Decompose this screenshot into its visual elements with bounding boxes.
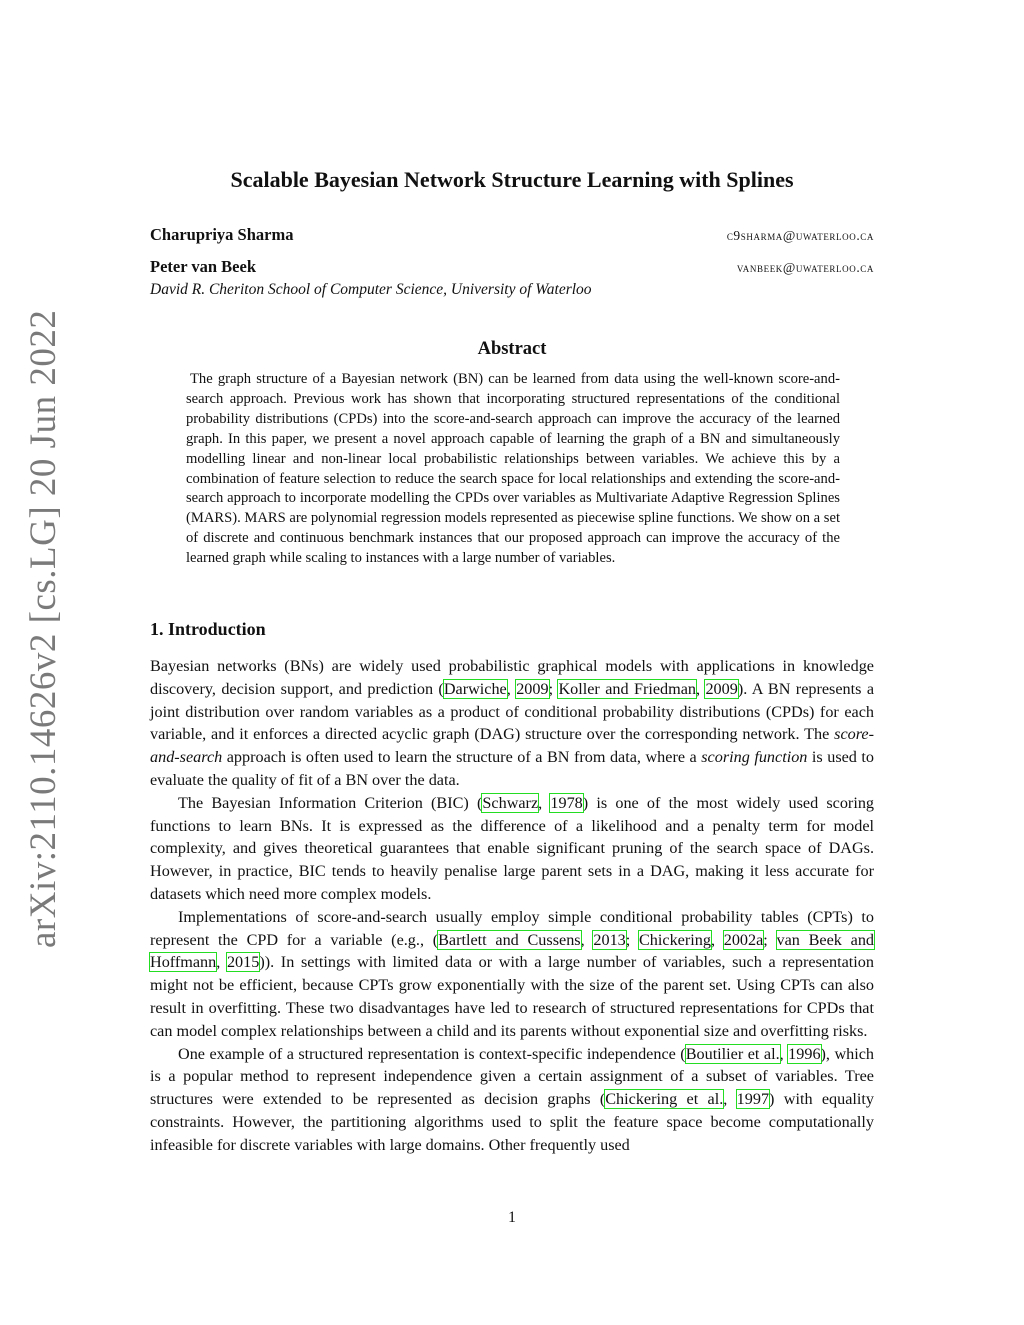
citation-link[interactable]: Chickering <box>639 930 711 949</box>
author-affiliation: David R. Cheriton School of Computer Science, University of Waterloo <box>150 281 592 298</box>
citation-link[interactable]: 2002a <box>723 930 764 949</box>
introduction-body <box>150 655 874 1157</box>
citation-link[interactable]: 1996 <box>788 1044 821 1063</box>
author-row-1 <box>150 225 874 247</box>
text-run: ), which is a popular method to represent independence given a certain assignment of a subset of variables. Tree structures were extended to be represented as decision graphs ( <box>150 1044 875 1109</box>
citation-link[interactable]: 1997 <box>736 1090 770 1109</box>
text-run: approach is often used to learn the structure of a BN from data, where a <box>222 748 702 767</box>
citation-link[interactable]: 2015 <box>226 953 260 972</box>
citation-link[interactable]: Chickering et al. <box>605 1090 724 1109</box>
text-run: )). In settings with limited data or with a large number of variables, such a representation might not be efficient, because CPTs grow exponentially with the size of the parent set. Using CPTs can also result in overfitting. These two disadvantages have led to research of structured representations for CPDs that can model complex relationships between a child and its parents without exponential size and overfitting risks. <box>150 953 874 1040</box>
text-run: Implementations of score-and-search usually employ simple conditional probability tables (CPTs) to represent the CPD for a variable (e.g., ( <box>150 907 874 949</box>
paragraph-3 <box>150 906 874 1043</box>
text-run: , <box>538 793 551 812</box>
text-run: , <box>506 679 517 698</box>
abstract-heading: Abstract <box>477 339 547 359</box>
text-run: , <box>696 679 706 698</box>
text-run: Bayesian networks (BNs) are widely used probabilistic graphical models with applications in knowledge discovery, decision support, and prediction ( <box>150 657 874 698</box>
arxiv-identifier: arXiv:2110.14626v2 [cs.LG] 20 Jun 2022 <box>23 309 64 948</box>
citation-link[interactable]: Darwiche <box>443 679 507 698</box>
text-run: ) with equality constraints. However, the partitioning algorithms used to split the feature space become computationally infeasible for discrete variables with large domains. Other frequently used <box>150 1090 875 1154</box>
text-run: , <box>779 1044 789 1063</box>
citation-link[interactable]: 2009 <box>705 679 738 698</box>
author-email: c9sharma@uwaterloo.ca <box>726 228 874 243</box>
text-run: ; <box>763 930 777 949</box>
page-number: 1 <box>508 1209 516 1226</box>
text-run: , <box>216 953 227 972</box>
text-run: ) is one of the most widely used scoring functions to learn BNs. It is expressed as the difference of a likelihood and a penalty term for model complexity, and gives theoretical guarantees that enable significant pruning of the search space of DAGs. However, in practice, BIC tends to heavily penalise large parent sets in a DAG, making it less accurate for datasets which need more complex models. <box>150 793 875 903</box>
author-name: Charupriya Sharma <box>150 225 294 244</box>
emphasis: score-and-search <box>150 725 874 767</box>
paragraph-1 <box>150 655 874 792</box>
citation-link[interactable]: Boutilier et al. <box>685 1044 780 1063</box>
citation-link[interactable]: 2013 <box>593 930 626 949</box>
text-run: ). A BN represents a joint distribution over random variables as a product of conditional probability distributions (CPDs) for each variable, and it enforces a directed acyclic graph (DAG) structure over the corresponding network. The <box>150 679 875 744</box>
text-run: The Bayesian Information Criterion (BIC) ( <box>178 793 483 812</box>
author-email: vanbeek@uwaterloo.ca <box>736 260 874 275</box>
citation-link[interactable]: van Beek and Hoffmann <box>150 930 875 972</box>
text-run: , <box>723 1090 737 1109</box>
citation-link[interactable]: Bartlett and Cussens <box>438 930 581 949</box>
paragraph-2 <box>150 792 874 906</box>
text-run: , <box>580 930 594 949</box>
section-heading-introduction: 1. Introduction <box>150 619 266 639</box>
author-row-2 <box>150 257 874 279</box>
text-run: One example of a structured representation is context-specific independence ( <box>178 1044 686 1063</box>
abstract-text: The graph structure of a Bayesian network (BN) can be learned from data using the well-known score-and-search approach. Previous work has shown that incorporating structured representations of the conditional probability distributions (CPDs) into the score-and-search approach can improve the accuracy of the learned graph. In this paper, we present a novel approach capable of learning the graph of a BN and simultaneously modelling linear and non-linear local probabilistic relationships between variables. We achieve this by a combination of feature selection to reduce the search space for local relationships and extending the score-and-search approach to incorporate modelling the CPDs over variables as Multivariate Adaptive Regression Splines (MARS). MARS are polynomial regression models represented as piecewise spline functions. We show on a set of discrete and continuous benchmark instances that our proposed approach can improve the accuracy of the learned graph while scaling to instances with a large number of variables. <box>186 371 840 567</box>
citation-link[interactable]: 2009 <box>516 679 549 698</box>
author-name: Peter van Beek <box>150 257 257 276</box>
citation-link[interactable]: 1978 <box>550 793 583 812</box>
emphasis: scoring function <box>701 748 808 767</box>
text-run: ; <box>548 679 559 698</box>
paper-title: Scalable Bayesian Network Structure Learning with Splines <box>230 167 794 192</box>
text-run: is used to evaluate the quality of fit of a BN over the data. <box>150 748 874 789</box>
text-run: , <box>710 930 724 949</box>
citation-link[interactable]: Koller and Friedman <box>558 679 696 698</box>
text-run: ; <box>625 930 639 949</box>
paragraph-4 <box>150 1043 874 1157</box>
citation-link[interactable]: Schwarz <box>482 793 539 812</box>
